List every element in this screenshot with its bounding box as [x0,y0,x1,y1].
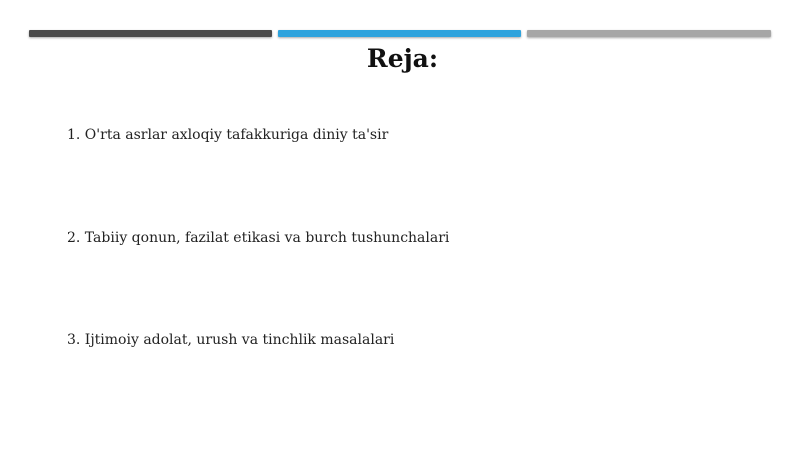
plan-item-3: 3. Ijtimoiy adolat, urush va tinchlik masalalari [67,332,395,348]
plan-item-2: 2. Tabiiy qonun, fazilat etikasi va burch tushunchalari [67,230,450,246]
header-bar-right [527,30,771,37]
header-bar-left [29,30,272,37]
header-bar-middle [278,30,521,37]
slide-title: Reja: [366,44,439,73]
plan-item-1: 1. O'rta asrlar axloqiy tafakkuriga diniy ta'sir [67,127,389,143]
